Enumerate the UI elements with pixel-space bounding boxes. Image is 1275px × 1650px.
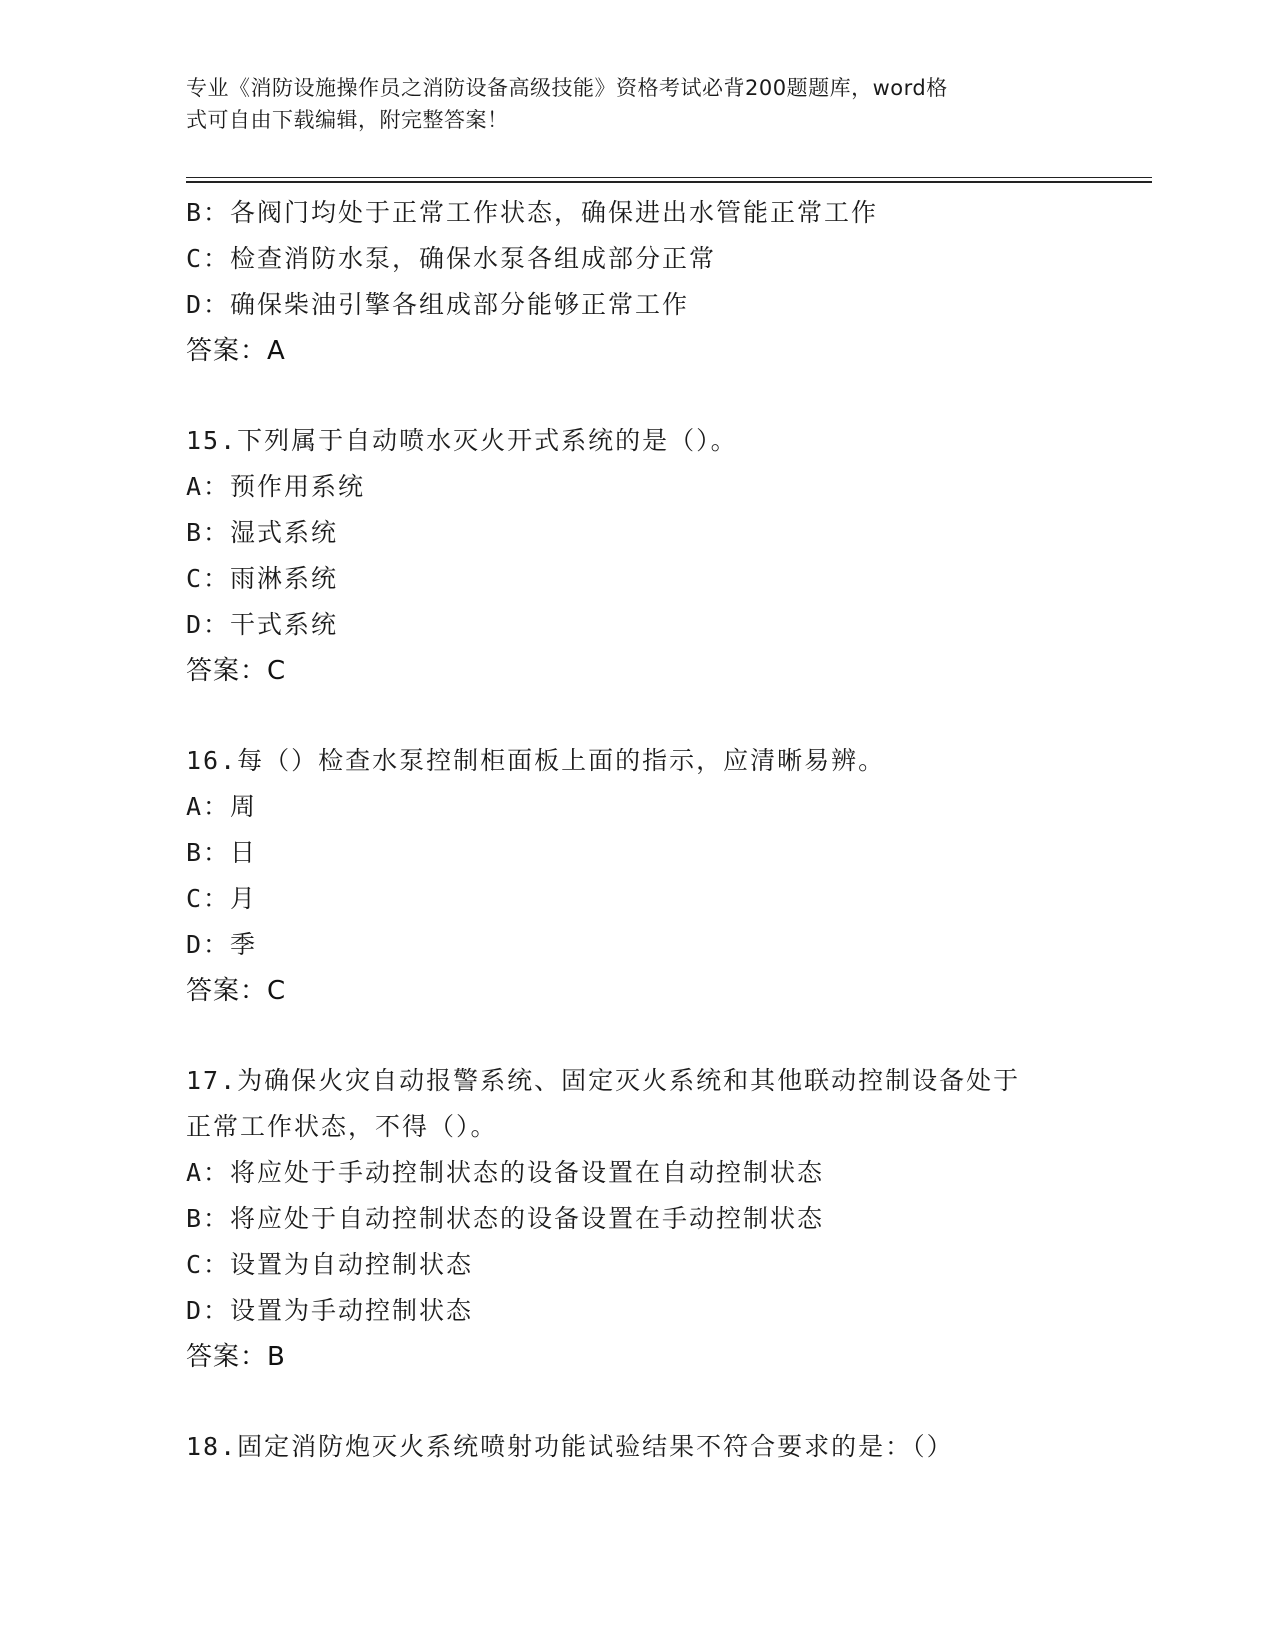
question-text: 16.每（）检查水泵控制柜面板上面的指示，应清晰易辨。 xyxy=(186,746,886,775)
question-block-17 xyxy=(186,1058,1086,1380)
option-a: A：预作用系统 xyxy=(186,472,366,501)
header-line-2: 式可自由下载编辑，附完整答案！ xyxy=(186,108,509,132)
option-a: A：将应处于手动控制状态的设备设置在自动控制状态 xyxy=(186,1158,825,1187)
question-text: 18.固定消防炮灭火系统喷射功能试验结果不符合要求的是：（） xyxy=(186,1432,954,1461)
header-line-1: 专业《消防设施操作员之消防设备高级技能》资格考试必背200题题库，word格 xyxy=(186,76,948,100)
question-text-line-2: 正常工作状态，不得（）。 xyxy=(186,1112,498,1141)
answer-label: 答案：B xyxy=(186,1342,286,1372)
answer-label: 答案：A xyxy=(186,336,286,366)
option-b: B：将应处于自动控制状态的设备设置在手动控制状态 xyxy=(186,1204,825,1233)
option-c: C：月 xyxy=(186,884,258,913)
option-c: C：设置为自动控制状态 xyxy=(186,1250,474,1279)
option-b: B：各阀门均处于正常工作状态，确保进出水管能正常工作 xyxy=(186,198,879,227)
question-text: 15.下列属于自动喷水灭火开式系统的是（）。 xyxy=(186,426,738,455)
header-divider-thin xyxy=(186,177,1152,178)
option-c: C：检查消防水泵，确保水泵各组成部分正常 xyxy=(186,244,717,273)
question-text-line-1: 17.为确保火灾自动报警系统、固定灭火系统和其他联动控制设备处于 xyxy=(186,1066,1021,1095)
option-b: B：日 xyxy=(186,838,258,867)
answer-label: 答案：C xyxy=(186,976,287,1006)
option-c: C：雨淋系统 xyxy=(186,564,339,593)
question-block-prev xyxy=(186,190,1086,374)
answer-label: 答案：C xyxy=(186,656,287,686)
document-header xyxy=(186,72,1086,136)
question-block-15 xyxy=(186,418,1086,694)
option-d: D：设置为手动控制状态 xyxy=(186,1296,474,1325)
option-a: A：周 xyxy=(186,792,258,821)
option-b: B：湿式系统 xyxy=(186,518,339,547)
option-d: D：确保柴油引擎各组成部分能够正常工作 xyxy=(186,290,690,319)
option-d: D：季 xyxy=(186,930,258,959)
header-divider-thick xyxy=(186,181,1152,183)
question-block-16 xyxy=(186,738,1086,1014)
option-d: D：干式系统 xyxy=(186,610,339,639)
question-block-18 xyxy=(186,1424,1086,1470)
question-list xyxy=(186,190,1086,1470)
